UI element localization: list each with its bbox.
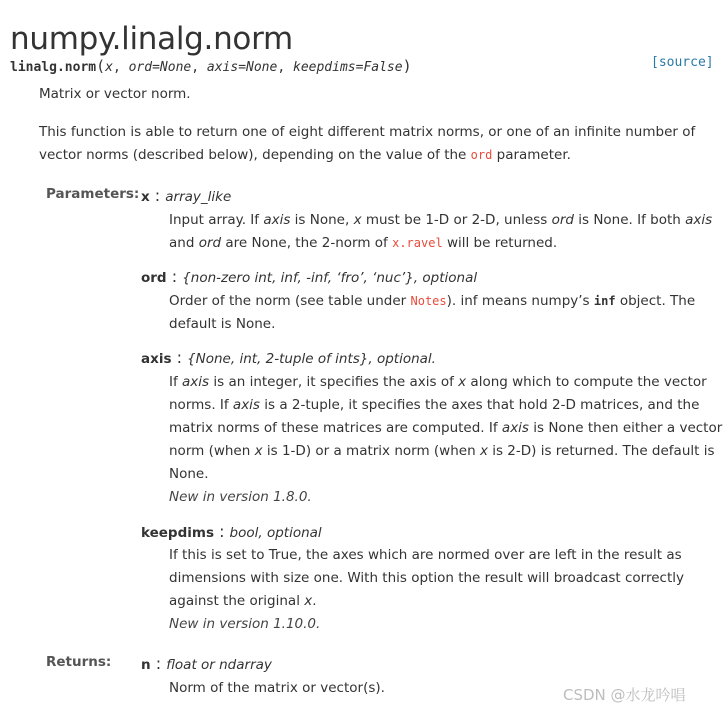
- returns-label: Returns:: [46, 654, 112, 670]
- param-axis-name: axis: [141, 351, 172, 367]
- param-x-desc-line-1: Input array. If axis is None, x must be 1-D or 2-D, unless ord is None. If both axis: [169, 212, 713, 228]
- signature-open-paren: (: [96, 57, 106, 75]
- return-n-header: n : float or ndarray: [141, 654, 272, 673]
- function-name: linalg.norm: [10, 60, 97, 75]
- param-axis-type: {None, int, 2-tuple of ints}, optional.: [187, 351, 436, 367]
- param-keepdims-desc-line-2: dimensions with size one. With this option the result will broadcast correctly: [169, 570, 684, 586]
- signature-arg-keepdims: keepdims=False: [293, 60, 403, 75]
- param-axis-desc-line-5: None.: [169, 466, 209, 482]
- source-link[interactable]: [source]: [651, 55, 714, 70]
- page-title: numpy.linalg.norm: [10, 20, 293, 57]
- inf-code: inf: [593, 294, 616, 308]
- ord-code: ord: [470, 148, 493, 162]
- signature-close-paren: ): [402, 57, 412, 75]
- param-keepdims-desc-line-1: If this is set to True, the axes which are normed over are left in the result as: [169, 547, 682, 563]
- return-n-desc: Norm of the matrix or vector(s).: [169, 680, 385, 696]
- watermark: CSDN @水龙吟唱: [563, 686, 686, 704]
- param-axis-desc-line-4: norm (when x is 1-D) or a matrix norm (when x is 2-D) is returned. The default is: [169, 443, 715, 459]
- param-keepdims-version-note: New in version 1.10.0.: [169, 616, 321, 632]
- summary-text: Matrix or vector norm.: [39, 86, 191, 102]
- signature-arg-ord: ord=None: [128, 60, 192, 75]
- param-ord-header: ord : {non-zero int, inf, -inf, ‘fro’, ‘nuc’}, optional: [141, 267, 478, 286]
- param-keepdims-desc-line-3: against the original x.: [169, 593, 317, 609]
- return-n-type: float or ndarray: [166, 657, 272, 673]
- param-axis-header: axis : {None, int, 2-tuple of ints}, optional.: [141, 348, 436, 367]
- function-signature: linalg.norm(x, ord=None, axis=None, keepdims=False): [10, 57, 412, 75]
- param-axis-desc-line-3: matrix norms of these matrices are computed. If axis is None then either a vector: [169, 420, 723, 436]
- signature-arg-axis: axis=None: [206, 60, 278, 75]
- param-keepdims-header: keepdims : bool, optional: [141, 522, 322, 541]
- intro-line-1: This function is able to return one of eight different matrix norms, or one of an infinite number of: [39, 124, 696, 140]
- x-ravel-code: x.ravel: [392, 236, 443, 250]
- notes-link[interactable]: Notes: [410, 294, 447, 308]
- intro-line-2: vector norms (described below), depending on the value of the ord parameter.: [39, 147, 571, 163]
- param-x-desc-line-2: and ord are None, the 2-norm of x.ravel will be returned.: [169, 235, 558, 251]
- param-axis-version-note: New in version 1.8.0.: [169, 489, 312, 505]
- param-keepdims-name: keepdims: [141, 525, 214, 541]
- parameters-label: Parameters:: [46, 186, 140, 202]
- signature-arg-x: x: [105, 60, 113, 75]
- param-ord-desc-line-1: Order of the norm (see table under Notes). inf means numpy’s inf object. The: [169, 293, 696, 309]
- param-ord-name: ord: [141, 270, 167, 286]
- param-x-header: x : array_like: [141, 186, 232, 205]
- param-axis-desc-line-1: If axis is an integer, it specifies the axis of x along which to compute the vector: [169, 374, 707, 390]
- param-keepdims-type: bool, optional: [229, 525, 322, 541]
- param-x-type: array_like: [165, 189, 232, 205]
- param-ord-desc-line-2: default is None.: [169, 316, 276, 332]
- param-axis-desc-line-2: norms. If axis is a 2-tuple, it specifies the axes that hold 2-D matrices, and the: [169, 397, 700, 413]
- return-n-name: n: [141, 657, 151, 673]
- param-ord-type: {non-zero int, inf, -inf, ‘fro’, ‘nuc’}, optional: [182, 270, 478, 286]
- param-x-name: x: [141, 189, 150, 205]
